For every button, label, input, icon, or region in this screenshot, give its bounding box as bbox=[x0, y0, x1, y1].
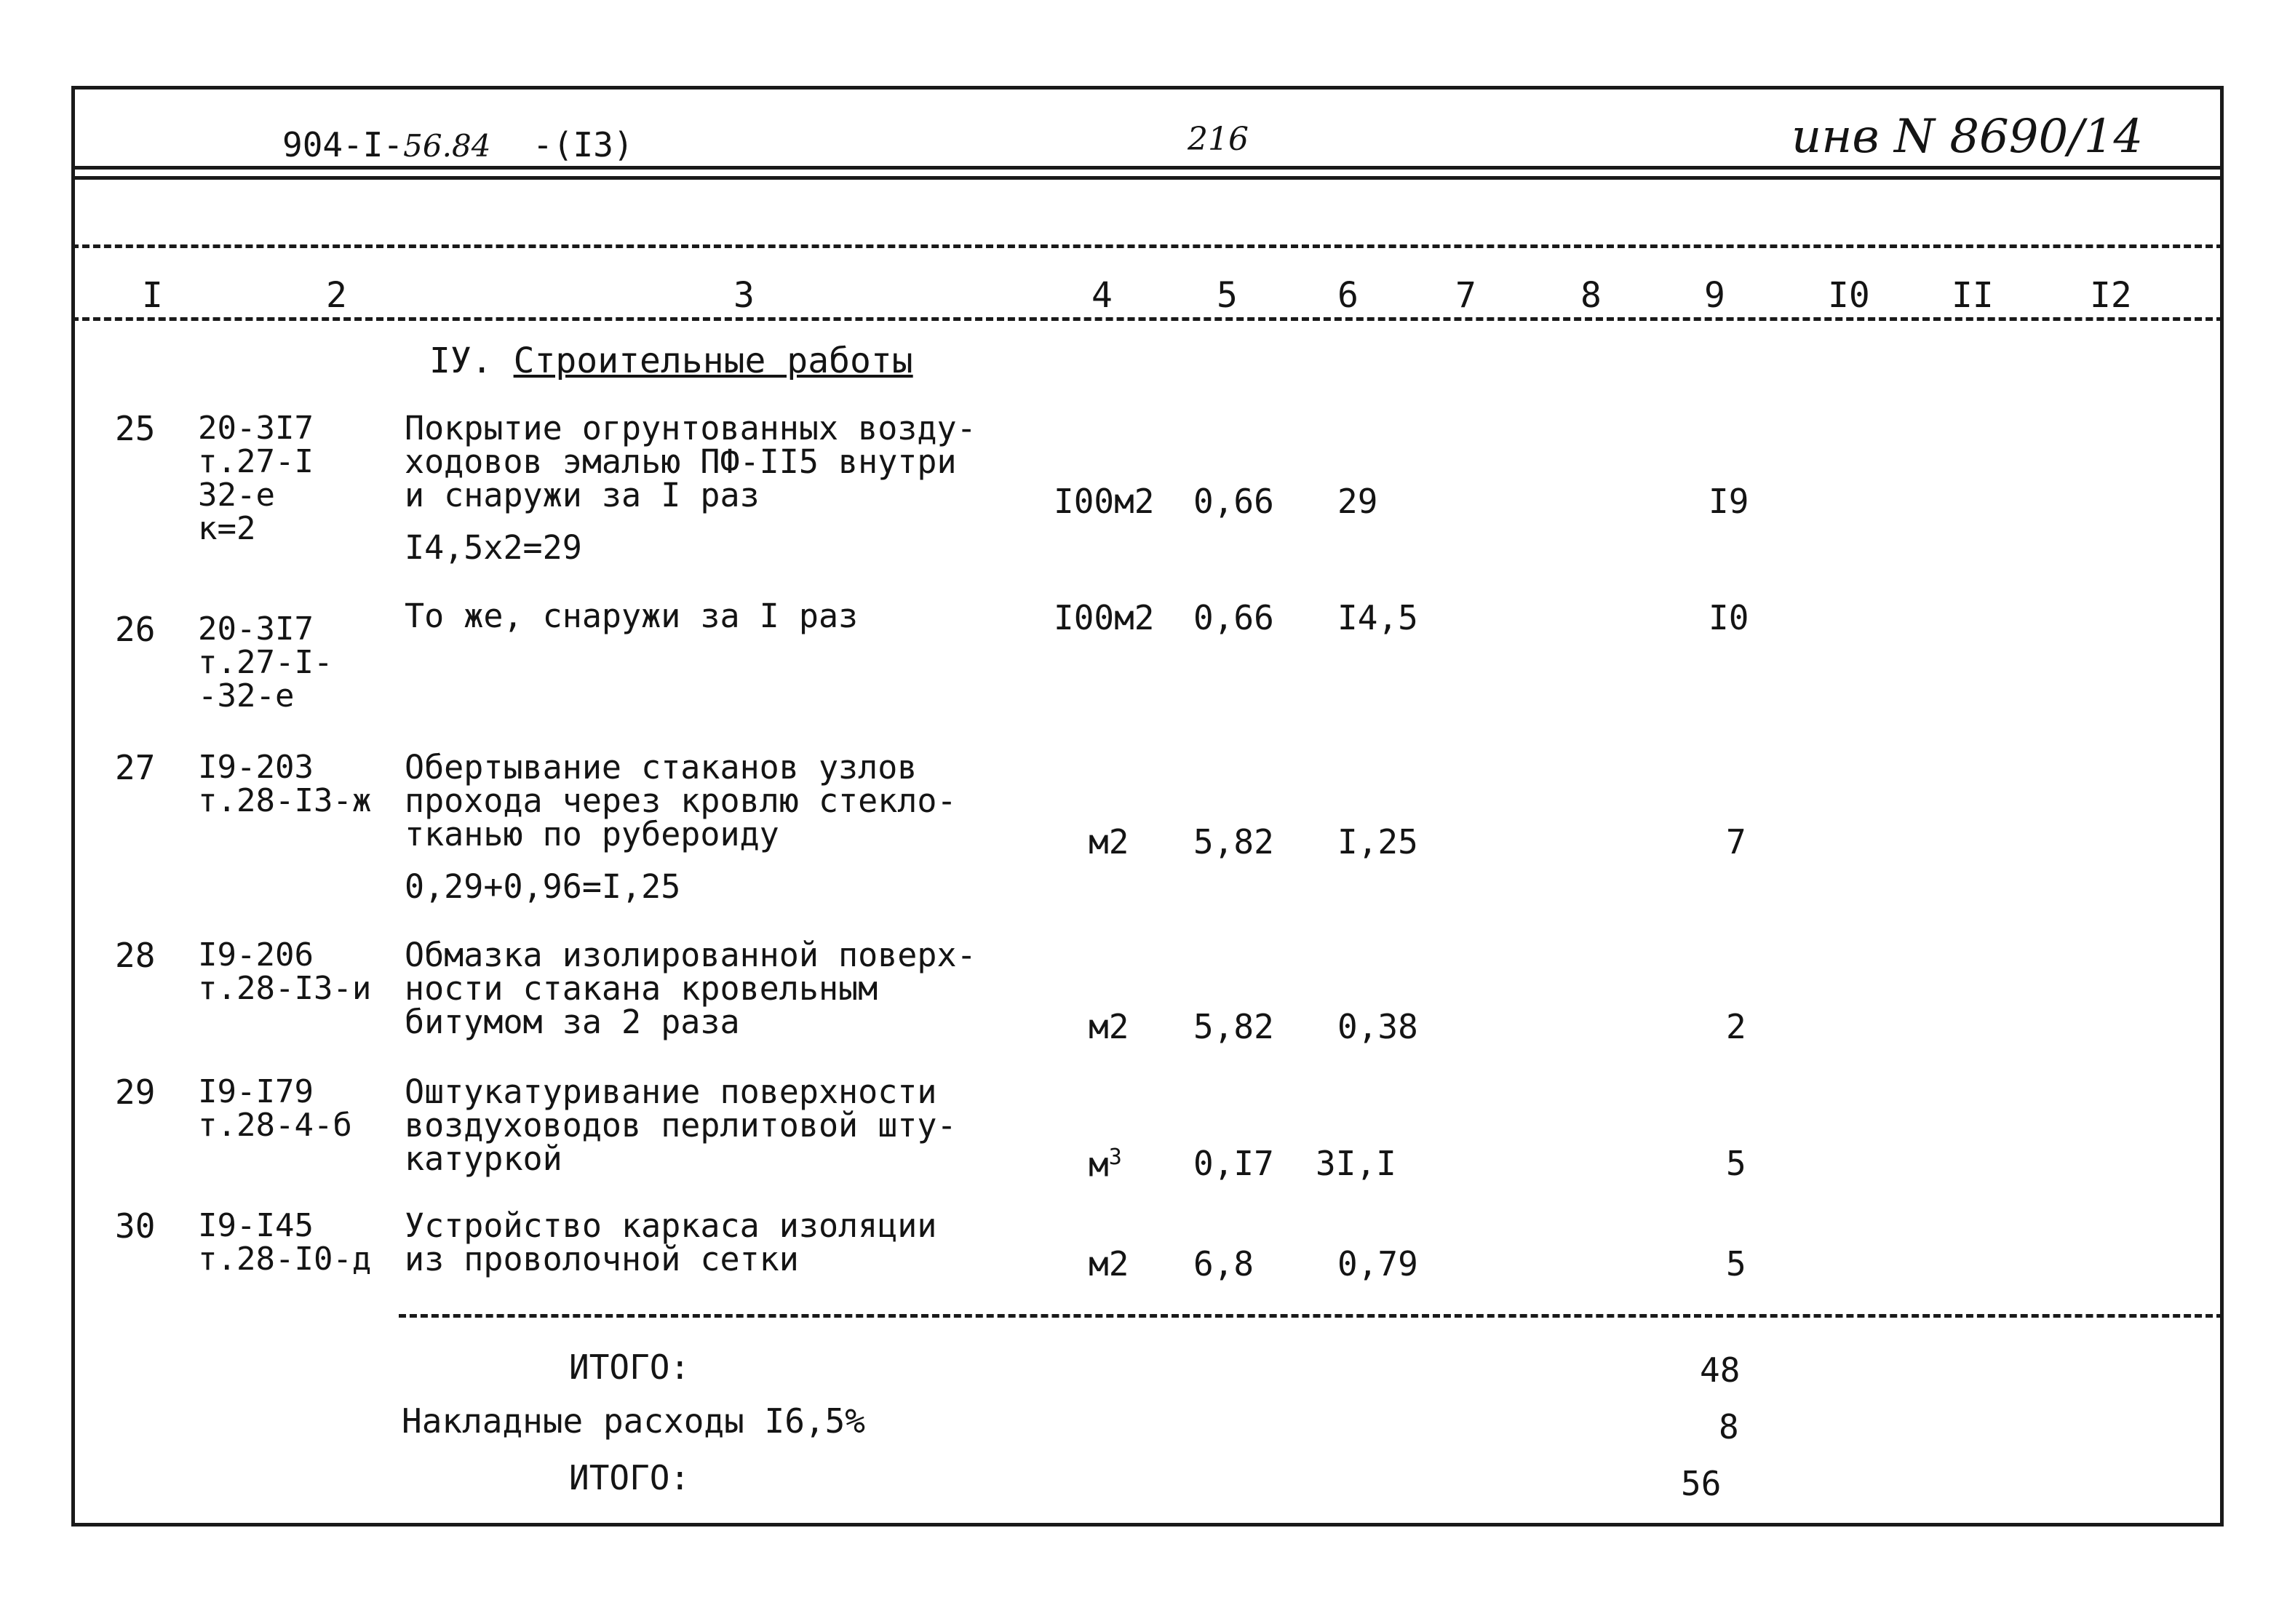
row-total: I9 bbox=[1709, 482, 1749, 521]
row-number: 28 bbox=[115, 936, 156, 975]
row-unit-cost: 3I,I bbox=[1316, 1144, 1396, 1183]
row-number: 29 bbox=[115, 1072, 156, 1112]
row-code: I9-206 т.28-I3-и bbox=[198, 936, 372, 1007]
row-calculation: I4,5х2=29 bbox=[405, 528, 582, 567]
row-code: I9-I45 т.28-I0-д bbox=[198, 1207, 372, 1278]
row-number: 26 bbox=[115, 610, 156, 649]
col-head-7: 7 bbox=[1455, 275, 1476, 316]
row-code: I9-I79 т.28-4-б bbox=[198, 1073, 352, 1144]
row-calculation: 0,29+0,96=I,25 bbox=[405, 867, 681, 906]
row-quantity: 0,I7 bbox=[1193, 1144, 1274, 1183]
doc-code-handwritten: 56.84 bbox=[403, 128, 491, 164]
row-total: I0 bbox=[1709, 598, 1749, 637]
col-head-9: 9 bbox=[1704, 275, 1725, 316]
row-description: То же, снаружи за I раз bbox=[405, 597, 859, 635]
section-title bbox=[429, 341, 913, 381]
row-total: 7 bbox=[1726, 822, 1746, 861]
row-unit-cost: 0,38 bbox=[1337, 1007, 1418, 1046]
row-quantity: 6,8 bbox=[1193, 1244, 1254, 1283]
row-unit: м2 bbox=[1089, 1007, 1129, 1046]
total-label: ИТОГО: bbox=[569, 1458, 691, 1497]
row-code: 20-3I7 т.27-I 32-е к=2 bbox=[198, 410, 314, 547]
totals-rule bbox=[399, 1314, 2224, 1318]
col-head-10: I0 bbox=[1828, 275, 1870, 316]
col-head-12: I2 bbox=[2090, 275, 2132, 316]
row-unit-cost: I4,5 bbox=[1337, 598, 1418, 637]
row-unit: I00м2 bbox=[1054, 482, 1155, 521]
row-code: 20-3I7 т.27-I- -32-е bbox=[198, 610, 333, 715]
doc-code-prefix: 904-I- bbox=[282, 125, 404, 164]
row-quantity: 5,82 bbox=[1193, 822, 1274, 861]
row-unit: м2 bbox=[1089, 1244, 1129, 1283]
row-total: 5 bbox=[1726, 1144, 1746, 1183]
subtotal-value: 48 bbox=[1700, 1350, 1741, 1390]
row-unit-cost: 0,79 bbox=[1337, 1244, 1418, 1283]
subtotal-label: ИТОГО: bbox=[569, 1348, 691, 1387]
section-title-number: IУ. bbox=[429, 341, 493, 381]
total-value: 56 bbox=[1681, 1464, 1722, 1503]
row-quantity: 5,82 bbox=[1193, 1007, 1274, 1046]
col-head-8: 8 bbox=[1580, 275, 1602, 316]
row-description: Покрытие огрунтованных возду- ходовов эмалью ПФ-II5 внутри и снаружи за I раз bbox=[405, 409, 977, 514]
row-unit: I00м2 bbox=[1054, 598, 1155, 637]
row-unit: м2 bbox=[1089, 822, 1129, 861]
col-head-11: II bbox=[1952, 275, 1994, 316]
header-rule-2 bbox=[71, 176, 2224, 180]
col-head-6: 6 bbox=[1337, 275, 1359, 316]
column-head-top-rule bbox=[71, 244, 2224, 248]
inventory-number: инв N 8690/14 bbox=[1791, 110, 2144, 164]
page-frame bbox=[71, 86, 2224, 1527]
overhead-label: Накладные расходы I6,5% bbox=[402, 1401, 865, 1441]
col-head-4: 4 bbox=[1091, 275, 1113, 316]
row-unit bbox=[1089, 1145, 1122, 1185]
col-head-2: 2 bbox=[326, 275, 347, 316]
col-head-3: 3 bbox=[733, 275, 755, 316]
row-description: Обертывание стаканов узлов прохода через кровлю стекло- тканью по рубероиду bbox=[405, 748, 957, 853]
header-rule bbox=[71, 166, 2224, 170]
column-head-bottom-rule bbox=[71, 317, 2224, 321]
section-title-text: Строительные работы bbox=[513, 341, 913, 381]
col-head-5: 5 bbox=[1217, 275, 1238, 316]
row-quantity: 0,66 bbox=[1193, 598, 1274, 637]
row-code: I9-203 т.28-I3-ж bbox=[198, 749, 372, 819]
row-quantity: 0,66 bbox=[1193, 482, 1274, 521]
col-head-1: I bbox=[142, 275, 163, 316]
row-unit-cost: 29 bbox=[1337, 482, 1378, 521]
row-number: 30 bbox=[115, 1206, 156, 1246]
row-description: Устройство каркаса изоляции из проволочной сетки bbox=[405, 1206, 937, 1278]
row-total: 2 bbox=[1726, 1007, 1746, 1046]
row-description: Оштукатуривание поверхности воздуховодов перлитовой шту- катуркой bbox=[405, 1072, 957, 1178]
row-unit-cost: I,25 bbox=[1337, 822, 1418, 861]
row-description: Обмазка изолированной поверх- ности стакана кровельным битумом за 2 раза bbox=[405, 936, 977, 1041]
document-code bbox=[282, 125, 634, 164]
row-number: 25 bbox=[115, 409, 156, 448]
row-number: 27 bbox=[115, 748, 156, 787]
row-unit-base: м bbox=[1089, 1145, 1109, 1185]
doc-code-suffix: -(I3) bbox=[533, 125, 634, 164]
overhead-value: 8 bbox=[1719, 1407, 1739, 1446]
page-number: 216 bbox=[1188, 121, 1249, 158]
row-unit-exponent: 3 bbox=[1108, 1145, 1122, 1170]
row-total: 5 bbox=[1726, 1244, 1746, 1283]
